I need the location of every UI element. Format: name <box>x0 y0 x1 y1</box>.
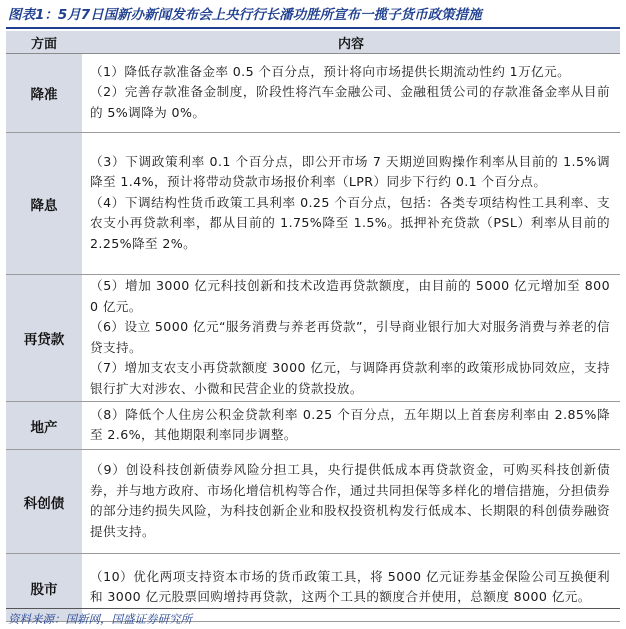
table-row <box>6 450 620 554</box>
category-cell: 股市 <box>6 554 82 622</box>
category-cell: 降息 <box>6 133 82 275</box>
content-cell <box>82 402 620 450</box>
policy-item: （2）完善存款准备金制度，阶段性将汽车金融公司、金融租赁公司的存款准备金率从目前的 5%调降为 0%。 <box>90 84 610 120</box>
header-content: 内容 <box>82 31 620 54</box>
table-row <box>6 54 620 133</box>
policy-item: （3）下调政策利率 0.1 个百分点，即公开市场 7 天期逆回购操作利率从目前的 1.5%调降至 1.4%，预计将带动贷款市场报价利率（LPR）同步下行约 0.1 个百分点。 <box>90 153 610 190</box>
content-cell <box>82 133 620 275</box>
policy-item: （10）优化两项支持资本市场的货币政策工具，将 5000 亿元证券基金保险公司互换便利和 3000 亿元股票回购增持再贷款，这两个工具的额度合并使用，总额度 8000 亿元。 <box>90 568 610 604</box>
policy-item: （6）设立 5000 亿元“服务消费与养老再贷款”，引导商业银行加大对服务消费与养老的信贷支持。 <box>90 319 610 355</box>
category-cell: 地产 <box>6 402 82 450</box>
content-cell <box>82 275 620 402</box>
source-rule <box>6 608 620 609</box>
category-cell: 科创债 <box>6 450 82 554</box>
table-header-row <box>6 31 620 54</box>
policy-item: （4）下调结构性货币政策工具利率 0.25 个百分点，包括：各类专项结构性工具利率、支农支小再贷款利率，都从目前的 1.75%降至 1.5%。抵押补充贷款（PSL）利率从目前的 2.25%降至 2%。 <box>90 194 610 251</box>
content-cell <box>82 450 620 554</box>
category-cell: 降准 <box>6 54 82 133</box>
policy-item: （1）降低存款准备金率 0.5 个百分点，预计将向市场提供长期流动性约 1万亿元。 <box>90 63 571 79</box>
header-category: 方面 <box>6 31 82 54</box>
content-cell <box>82 54 620 133</box>
policy-item: （5）增加 3000 亿元科技创新和技术改造再贷款额度，由目前的 5000 亿元增加至 8000 亿元。 <box>90 278 610 314</box>
policy-item: （7）增加支农支小再贷款额度 3000 亿元，与调降再贷款利率的政策形成协同效应，支持银行扩大对涉农、小微和民营企业的贷款投放。 <box>90 360 610 396</box>
source-note: 资料来源：国新网，国盛证券研究所 <box>8 612 192 626</box>
title-rule <box>6 27 620 29</box>
policy-item: （9）创设科技创新债券风险分担工具，央行提供低成本再贷款资金，可购买科技创新债券，并与地方政府、市场化增信机构等合作，通过共同担保等多样化的增信措施，分担债券的部分违约损失风险，为科技创新企业和股权投资机构发行低成本、长期限的科创债券融资提供支持。 <box>90 462 610 539</box>
table-row <box>6 133 620 275</box>
table-row <box>6 402 620 450</box>
policy-table <box>6 31 620 622</box>
category-cell: 再贷款 <box>6 275 82 402</box>
policy-item: （8）降低个人住房公积金贷款利率 0.25 个百分点，五年期以上首套房利率由 2.85%降至 2.6%，其他期限利率同步调整。 <box>90 406 610 442</box>
table-row <box>6 275 620 402</box>
figure-title: 图表1：5月7日国新办新闻发布会上央行行长潘功胜所宣布一揽子货币政策措施 <box>8 7 482 23</box>
